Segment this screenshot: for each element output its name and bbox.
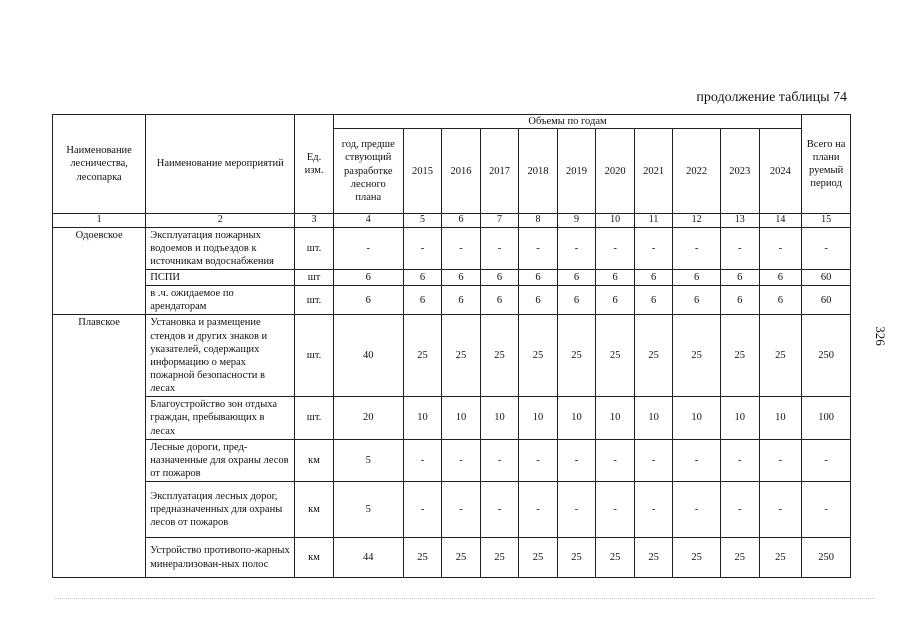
header-activity: Наименование мероприятий: [146, 115, 295, 214]
header-forest: Наименование лесничества, лесопарка: [53, 115, 146, 214]
column-number: 15: [802, 214, 851, 228]
year-value: 25: [720, 538, 759, 578]
year-value: -: [557, 439, 596, 481]
column-number: 6: [442, 214, 481, 228]
year-value: 6: [480, 269, 519, 285]
total-value: 60: [802, 269, 851, 285]
year-value: 10: [480, 397, 519, 439]
unit-cell: шт.: [295, 227, 334, 269]
year-value: 6: [557, 286, 596, 315]
column-number: 7: [480, 214, 519, 228]
activity-name: Устройство противопо-жарных минерализован-ных полос: [146, 538, 295, 578]
year-value: -: [519, 482, 558, 538]
unit-cell: км: [295, 439, 334, 481]
prior-year-value: 6: [333, 286, 403, 315]
year-value: -: [596, 227, 635, 269]
total-value: -: [802, 439, 851, 481]
total-value: -: [802, 482, 851, 538]
year-value: 6: [634, 269, 673, 285]
year-value: -: [557, 482, 596, 538]
header-total: Всего на плани руемый период: [802, 115, 851, 214]
column-number: 10: [596, 214, 635, 228]
year-value: -: [519, 227, 558, 269]
year-value: 25: [403, 538, 442, 578]
table-row: [53, 439, 851, 481]
year-value: -: [480, 227, 519, 269]
year-value: -: [673, 482, 721, 538]
year-value: -: [673, 227, 721, 269]
year-value: -: [480, 439, 519, 481]
prior-year-value: -: [333, 227, 403, 269]
year-value: -: [480, 482, 519, 538]
year-value: 25: [759, 538, 802, 578]
column-number: 4: [333, 214, 403, 228]
year-value: 10: [634, 397, 673, 439]
year-value: 25: [557, 315, 596, 397]
year-value: -: [557, 227, 596, 269]
year-value: 6: [759, 269, 802, 285]
year-value: 6: [759, 286, 802, 315]
header-prior-year: год, предше ствующий разработке лесного плана: [333, 129, 403, 214]
year-value: 10: [720, 397, 759, 439]
header-year: 2022: [673, 129, 721, 214]
unit-cell: км: [295, 482, 334, 538]
column-number: 11: [634, 214, 673, 228]
header-year: 2016: [442, 129, 481, 214]
year-value: 25: [759, 315, 802, 397]
year-value: -: [634, 482, 673, 538]
table-row: [53, 286, 851, 315]
year-value: 6: [442, 269, 481, 285]
year-value: -: [759, 227, 802, 269]
activity-name: Благоустройство зон отдыха граждан, пребывающих в лесах: [146, 397, 295, 439]
year-value: -: [759, 482, 802, 538]
total-value: 60: [802, 286, 851, 315]
year-value: -: [442, 439, 481, 481]
table-row: [53, 538, 851, 578]
header-year: 2021: [634, 129, 673, 214]
header-year: 2020: [596, 129, 635, 214]
fire-safety-table: [52, 114, 851, 578]
activity-name: Установка и размещение стендов и других знаков и указателей, содержащих информацию о мерах пожарной безопасности в лесах: [146, 315, 295, 397]
year-value: -: [442, 482, 481, 538]
unit-cell: км: [295, 538, 334, 578]
header-year: 2024: [759, 129, 802, 214]
year-value: -: [720, 482, 759, 538]
column-number: 2: [146, 214, 295, 228]
year-value: 6: [596, 286, 635, 315]
header-year: 2019: [557, 129, 596, 214]
year-value: 6: [442, 286, 481, 315]
year-value: 6: [480, 286, 519, 315]
total-value: 100: [802, 397, 851, 439]
year-value: 10: [519, 397, 558, 439]
year-value: 6: [673, 286, 721, 315]
year-value: 6: [720, 286, 759, 315]
total-value: -: [802, 227, 851, 269]
header-year: 2017: [480, 129, 519, 214]
year-value: -: [720, 227, 759, 269]
header-volumes-by-year: Объемы по годам: [333, 115, 801, 129]
year-value: -: [673, 439, 721, 481]
year-value: -: [634, 439, 673, 481]
year-value: -: [442, 227, 481, 269]
activity-name: Лесные дороги, пред-назначенные для охраны лесов от пожаров: [146, 439, 295, 481]
year-value: -: [596, 439, 635, 481]
column-number: 12: [673, 214, 721, 228]
year-value: 25: [634, 315, 673, 397]
year-value: 6: [403, 269, 442, 285]
year-value: 25: [480, 538, 519, 578]
year-value: 25: [673, 315, 721, 397]
year-value: 6: [519, 269, 558, 285]
year-value: 10: [673, 397, 721, 439]
year-value: 10: [403, 397, 442, 439]
forest-name: Плавское: [53, 315, 146, 578]
year-value: -: [519, 439, 558, 481]
continuation-label: продолжение таблицы 74: [696, 90, 847, 105]
scan-artifact-line: [55, 598, 875, 599]
year-value: 10: [557, 397, 596, 439]
column-number: 9: [557, 214, 596, 228]
total-value: 250: [802, 538, 851, 578]
year-value: 25: [442, 315, 481, 397]
column-number: 1: [53, 214, 146, 228]
table-row: [53, 227, 851, 269]
year-value: 6: [519, 286, 558, 315]
year-value: 25: [596, 315, 635, 397]
header-year: 2015: [403, 129, 442, 214]
unit-cell: шт.: [295, 286, 334, 315]
prior-year-value: 40: [333, 315, 403, 397]
table-row: [53, 269, 851, 285]
unit-cell: шт.: [295, 315, 334, 397]
year-value: -: [403, 482, 442, 538]
year-value: 25: [634, 538, 673, 578]
year-value: -: [596, 482, 635, 538]
year-value: 25: [596, 538, 635, 578]
activity-name: Эксплуатация пожарных водоемов и подъездов к источникам водоснабжения: [146, 227, 295, 269]
year-value: 25: [720, 315, 759, 397]
forest-name: Одоевское: [53, 227, 146, 315]
activity-name: в .ч. ожидаемое по арендаторам: [146, 286, 295, 315]
column-number: 14: [759, 214, 802, 228]
table-row: [53, 482, 851, 538]
year-value: 25: [480, 315, 519, 397]
total-value: 250: [802, 315, 851, 397]
year-value: 25: [403, 315, 442, 397]
table-row: [53, 397, 851, 439]
year-value: 6: [673, 269, 721, 285]
year-value: 10: [596, 397, 635, 439]
unit-cell: шт.: [295, 397, 334, 439]
year-value: 6: [557, 269, 596, 285]
column-number: 8: [519, 214, 558, 228]
header-year: 2023: [720, 129, 759, 214]
year-value: 6: [634, 286, 673, 315]
prior-year-value: 5: [333, 439, 403, 481]
year-value: -: [634, 227, 673, 269]
year-value: 25: [557, 538, 596, 578]
year-value: 10: [442, 397, 481, 439]
prior-year-value: 20: [333, 397, 403, 439]
year-value: 25: [442, 538, 481, 578]
table-row: [53, 315, 851, 397]
prior-year-value: 44: [333, 538, 403, 578]
activity-name: Эксплуатация лесных дорог, предназначенных для охраны лесов от пожаров: [146, 482, 295, 538]
year-value: -: [403, 439, 442, 481]
year-value: 6: [596, 269, 635, 285]
page-number: 326: [872, 326, 888, 346]
column-number: 5: [403, 214, 442, 228]
unit-cell: шт: [295, 269, 334, 285]
year-value: 25: [519, 538, 558, 578]
prior-year-value: 5: [333, 482, 403, 538]
year-value: 6: [403, 286, 442, 315]
year-value: -: [720, 439, 759, 481]
year-value: -: [403, 227, 442, 269]
header-unit: Ед. изм.: [295, 115, 334, 214]
year-value: -: [759, 439, 802, 481]
year-value: 6: [720, 269, 759, 285]
header-year: 2018: [519, 129, 558, 214]
prior-year-value: 6: [333, 269, 403, 285]
year-value: 25: [519, 315, 558, 397]
year-value: 10: [759, 397, 802, 439]
activity-name: ПСПИ: [146, 269, 295, 285]
year-value: 25: [673, 538, 721, 578]
column-number: 13: [720, 214, 759, 228]
column-number: 3: [295, 214, 334, 228]
